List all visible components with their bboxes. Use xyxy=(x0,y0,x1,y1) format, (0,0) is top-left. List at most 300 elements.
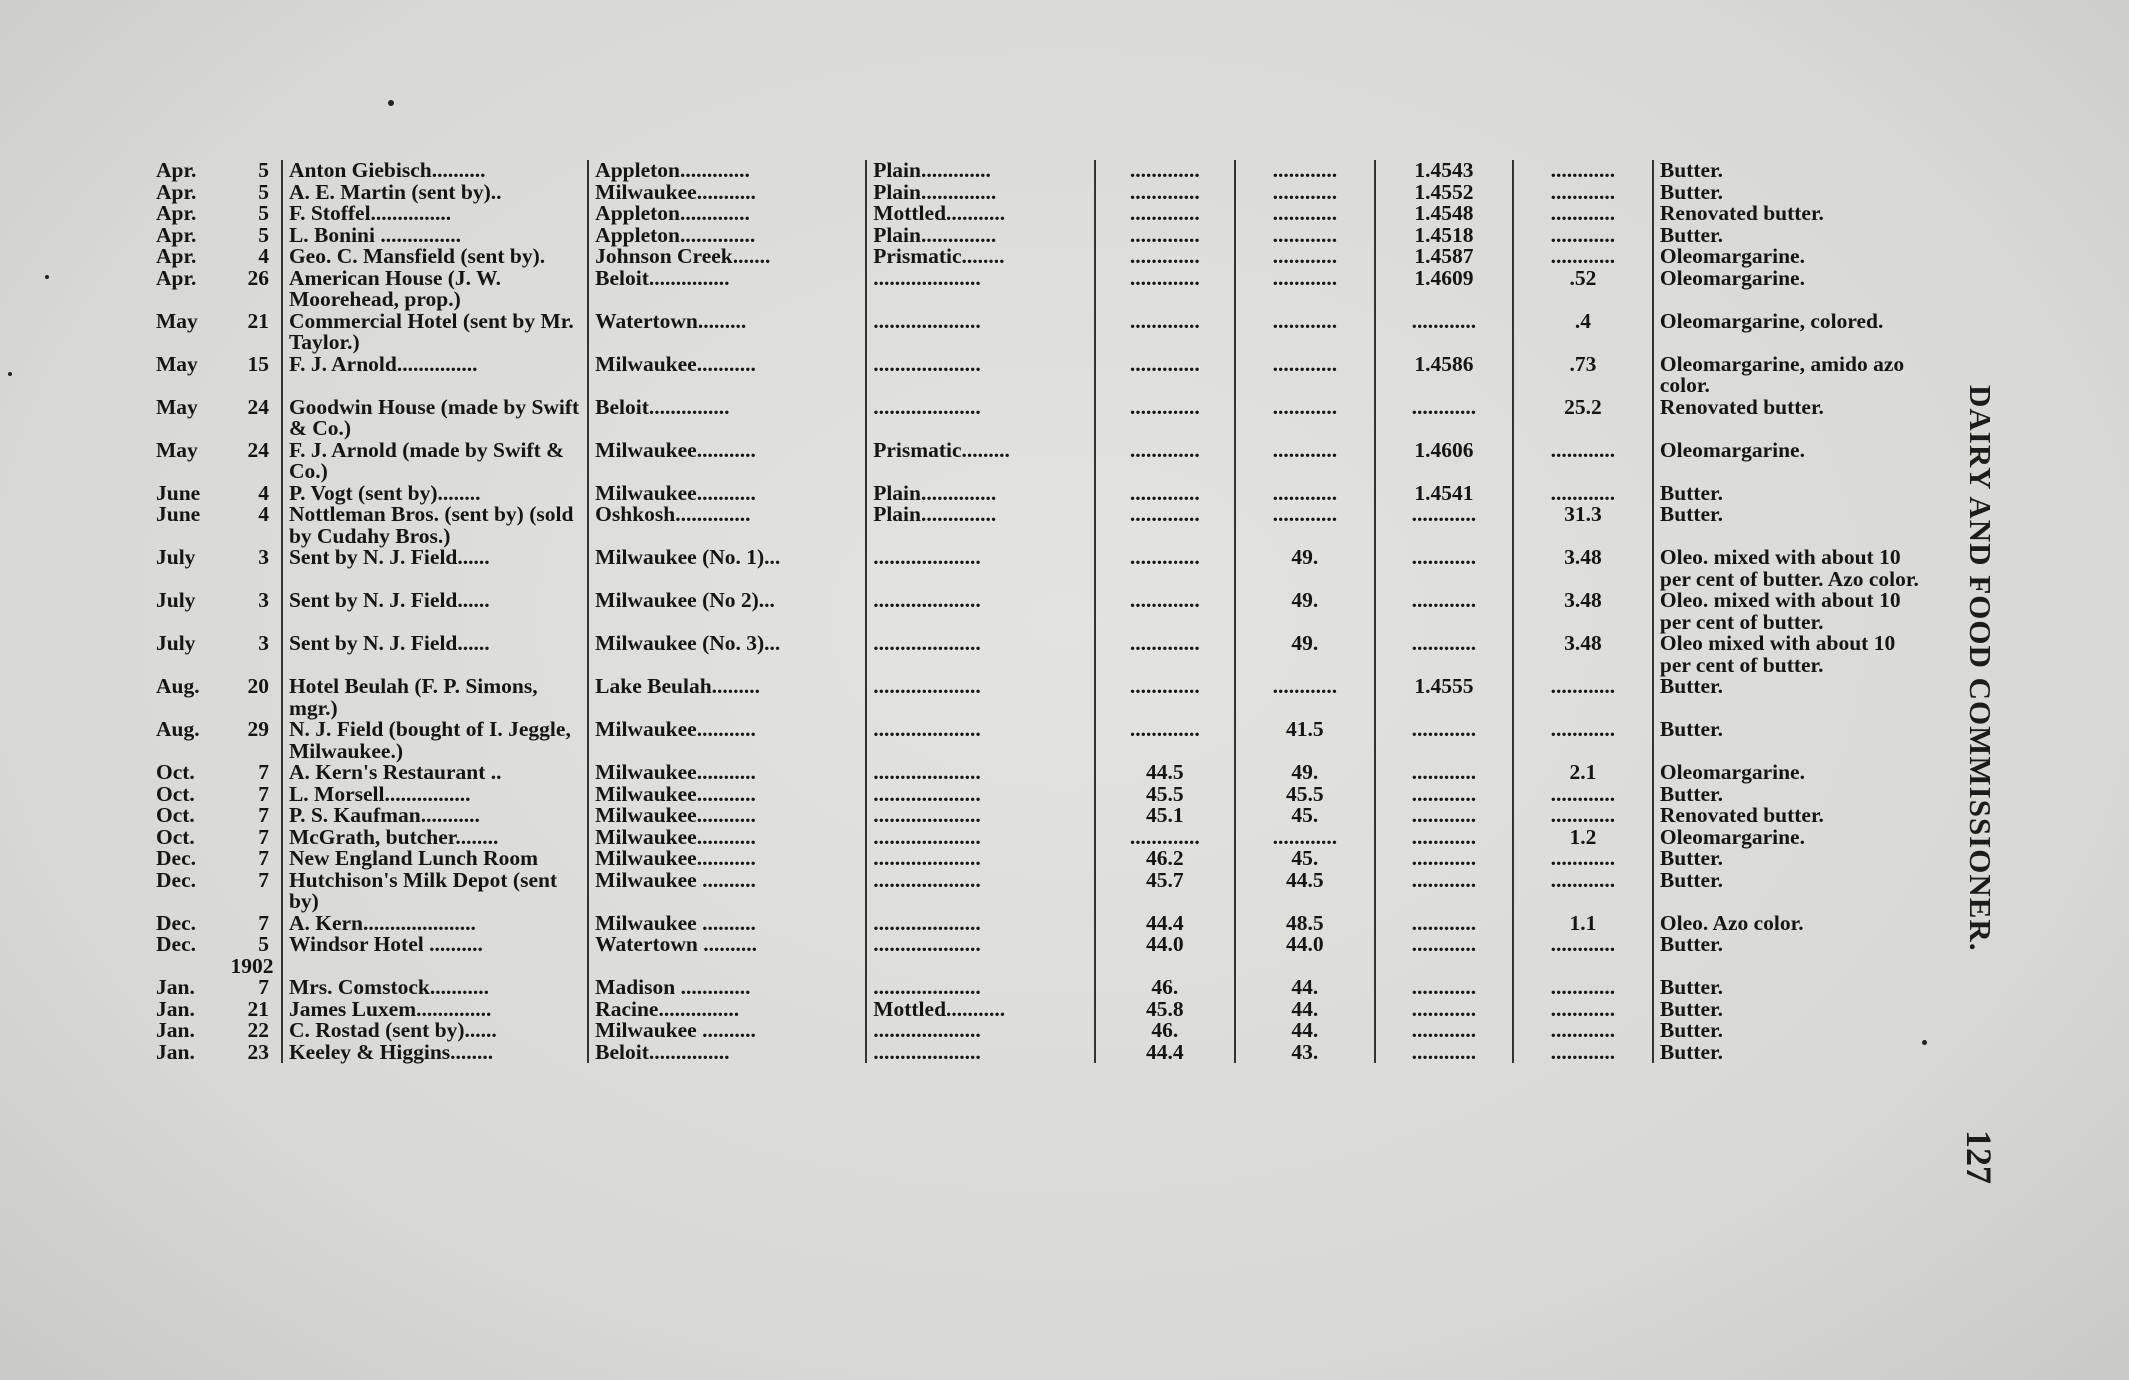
entry-value-3: ............ xyxy=(1375,848,1513,870)
entry-value-2: 44. xyxy=(1235,1020,1375,1042)
entry-day: 7 xyxy=(258,867,269,892)
table-row xyxy=(150,268,1930,311)
entry-month: Oct. xyxy=(156,803,195,827)
entry-value-1: ............. xyxy=(1095,676,1235,719)
table-row xyxy=(150,784,1930,806)
entry-value-4: 3.48 xyxy=(1513,633,1653,676)
entry-value-2: 45. xyxy=(1235,805,1375,827)
entry-value-3: 1.4587 xyxy=(1375,246,1513,268)
entry-value-1: ............. xyxy=(1095,633,1235,676)
entry-result: Butter. xyxy=(1653,182,1930,204)
entry-value-3: ............ xyxy=(1375,311,1513,354)
entry-result xyxy=(1653,956,1930,978)
entry-day: 7 xyxy=(258,975,269,999)
entry-value-3: ............ xyxy=(1375,547,1513,590)
entry-place: Appleton............. xyxy=(588,203,866,225)
entry-kind: .................... xyxy=(866,633,1095,676)
entry-kind: Prismatic........ xyxy=(866,246,1095,268)
entry-kind: .................... xyxy=(866,870,1095,913)
entry-place: Milwaukee........... xyxy=(588,440,866,483)
entry-value-3: ............ xyxy=(1375,719,1513,762)
entry-name: P. Vogt (sent by)........ xyxy=(282,483,588,505)
entry-value-1: 46. xyxy=(1095,1020,1235,1042)
entry-value-2 xyxy=(1235,956,1375,978)
entry-kind: .................... xyxy=(866,590,1095,633)
entry-day: 20 xyxy=(247,674,269,698)
entry-month: Jan. xyxy=(156,1018,195,1042)
entry-name: A. Kern's Restaurant .. xyxy=(282,762,588,784)
entry-kind: .................... xyxy=(866,784,1095,806)
entry-value-3: 1.4555 xyxy=(1375,676,1513,719)
entry-day: 7 xyxy=(258,824,269,849)
entry-name: L. Morsell................ xyxy=(282,784,588,806)
entry-value-1: ............. xyxy=(1095,397,1235,440)
table-row xyxy=(150,870,1930,913)
entry-result: Oleo. mixed with about 10 per cent of butter. Azo color. xyxy=(1653,547,1930,590)
entry-result: Oleomargarine. xyxy=(1653,268,1930,311)
entry-value-1: ............. xyxy=(1095,547,1235,590)
entry-place: Milwaukee (No. 1)... xyxy=(588,547,866,590)
entry-month: June xyxy=(156,502,201,526)
entry-value-3: 1.4518 xyxy=(1375,225,1513,247)
entry-value-2: 44.0 xyxy=(1235,934,1375,956)
entry-kind: .................... xyxy=(866,1020,1095,1042)
entry-value-2: ............ xyxy=(1235,268,1375,311)
entry-value-3: ............ xyxy=(1375,977,1513,999)
entry-value-4: ............ xyxy=(1513,1020,1653,1042)
entry-place: Beloit............... xyxy=(588,1042,866,1064)
entry-value-1: ............. xyxy=(1095,203,1235,225)
entry-value-3: ............ xyxy=(1375,805,1513,827)
entry-value-1: 44.4 xyxy=(1095,913,1235,935)
entry-place: Milwaukee........... xyxy=(588,182,866,204)
ink-speck xyxy=(8,372,12,376)
entry-value-2: 44. xyxy=(1235,999,1375,1021)
entry-value-2: 44. xyxy=(1235,977,1375,999)
ledger-body xyxy=(150,160,1930,1063)
entry-value-1: ............. xyxy=(1095,719,1235,762)
entry-value-4: ............ xyxy=(1513,784,1653,806)
entry-value-1: ............. xyxy=(1095,246,1235,268)
entry-value-2: 43. xyxy=(1235,1042,1375,1064)
entry-result: Butter. xyxy=(1653,676,1930,719)
entry-kind: .................... xyxy=(866,762,1095,784)
table-row xyxy=(150,246,1930,268)
entry-place: Madison ............. xyxy=(588,977,866,999)
entry-kind: .................... xyxy=(866,805,1095,827)
entry-place: Appleton............. xyxy=(588,160,866,182)
entry-value-2: 45.5 xyxy=(1235,784,1375,806)
entry-month: Apr. xyxy=(156,244,197,268)
entry-result: Butter. xyxy=(1653,999,1930,1021)
entry-value-1: 45.1 xyxy=(1095,805,1235,827)
entry-value-1: ............. xyxy=(1095,354,1235,397)
entry-value-2: ............ xyxy=(1235,203,1375,225)
entry-place: Beloit............... xyxy=(588,397,866,440)
entry-value-3: 1.4541 xyxy=(1375,483,1513,505)
table-row xyxy=(150,160,1930,182)
entry-result: Butter. xyxy=(1653,160,1930,182)
entry-value-4: .4 xyxy=(1513,311,1653,354)
entry-place: Milwaukee (No. 3)... xyxy=(588,633,866,676)
entry-value-4: 2.1 xyxy=(1513,762,1653,784)
entry-day: 4 xyxy=(258,502,269,526)
entry-place: Oshkosh.............. xyxy=(588,504,866,547)
entry-value-2: ............ xyxy=(1235,225,1375,247)
entry-day: 29 xyxy=(247,717,269,741)
entry-value-3: ............ xyxy=(1375,827,1513,849)
entry-name: A. E. Martin (sent by).. xyxy=(282,182,588,204)
entry-kind xyxy=(866,956,1095,978)
entry-value-1: 46. xyxy=(1095,977,1235,999)
entry-name: N. J. Field (bought of I. Jeggle, Milwaukee.) xyxy=(282,719,588,762)
entry-place: Watertown .......... xyxy=(588,934,866,956)
entry-day: 26 xyxy=(247,265,269,290)
table-row xyxy=(150,440,1930,483)
entry-value-1: ............. xyxy=(1095,311,1235,354)
entry-result: Oleomargarine. xyxy=(1653,827,1930,849)
table-row xyxy=(150,547,1930,590)
entry-place: Milwaukee........... xyxy=(588,848,866,870)
table-row xyxy=(150,225,1930,247)
entry-value-2: 49. xyxy=(1235,547,1375,590)
entry-kind: .................... xyxy=(866,848,1095,870)
entry-value-4: .52 xyxy=(1513,268,1653,311)
entry-place: Milwaukee (No 2)... xyxy=(588,590,866,633)
entry-value-4: ............ xyxy=(1513,440,1653,483)
entry-result: Oleo. Azo color. xyxy=(1653,913,1930,935)
entry-value-4: ............ xyxy=(1513,719,1653,762)
entry-value-3: ............ xyxy=(1375,784,1513,806)
entry-day: 24 xyxy=(247,394,269,419)
ink-speck xyxy=(388,100,394,106)
table-row xyxy=(150,1020,1930,1042)
entry-kind: Prismatic......... xyxy=(866,440,1095,483)
table-row xyxy=(150,848,1930,870)
entry-name: Anton Giebisch.......... xyxy=(282,160,588,182)
entry-day: 7 xyxy=(258,910,269,935)
entry-place: Racine............... xyxy=(588,999,866,1021)
entry-kind: .................... xyxy=(866,827,1095,849)
entry-month: July xyxy=(156,588,196,612)
entry-name: Sent by N. J. Field...... xyxy=(282,633,588,676)
entry-value-4 xyxy=(1513,956,1653,978)
entry-value-3: 1.4609 xyxy=(1375,268,1513,311)
entry-month: Apr. xyxy=(156,265,197,290)
entry-result: Butter. xyxy=(1653,870,1930,913)
entry-month: Aug. xyxy=(156,674,200,698)
entry-value-3: ............ xyxy=(1375,1020,1513,1042)
entry-month: Dec. xyxy=(156,867,196,892)
entry-month xyxy=(150,956,225,978)
entry-kind: Mottled........... xyxy=(866,999,1095,1021)
entry-name xyxy=(282,956,588,978)
entry-name: Hotel Beulah (F. P. Simons, mgr.) xyxy=(282,676,588,719)
entry-value-4: ............ xyxy=(1513,805,1653,827)
entry-day: 5 xyxy=(258,158,269,182)
entry-value-2: ............ xyxy=(1235,160,1375,182)
table-row xyxy=(150,1042,1930,1064)
entry-day: 24 xyxy=(247,437,269,462)
entry-month: Apr. xyxy=(156,201,197,225)
table-row xyxy=(150,999,1930,1021)
entry-value-4: ............ xyxy=(1513,977,1653,999)
entry-result: Oleomargarine, colored. xyxy=(1653,311,1930,354)
table-row xyxy=(150,934,1930,956)
entry-result: Oleo. mixed with about 10 per cent of butter. xyxy=(1653,590,1930,633)
entry-month: Dec. xyxy=(156,910,196,935)
entry-month: Apr. xyxy=(156,158,197,182)
entry-value-1: 44.5 xyxy=(1095,762,1235,784)
entry-place: Appleton.............. xyxy=(588,225,866,247)
entry-name: Geo. C. Mansfield (sent by). xyxy=(282,246,588,268)
entry-result: Butter. xyxy=(1653,934,1930,956)
entry-kind: .................... xyxy=(866,1042,1095,1064)
entry-place: Milwaukee .......... xyxy=(588,870,866,913)
entry-kind: .................... xyxy=(866,719,1095,762)
table-row xyxy=(150,719,1930,762)
entry-month: Jan. xyxy=(156,1039,195,1064)
entry-name: American House (J. W. Moorehead, prop.) xyxy=(282,268,588,311)
entry-place: Milwaukee........... xyxy=(588,827,866,849)
entry-kind: .................... xyxy=(866,977,1095,999)
entry-value-4: ............ xyxy=(1513,160,1653,182)
entry-place: Beloit............... xyxy=(588,268,866,311)
entry-result: Oleomargarine. xyxy=(1653,440,1930,483)
entry-name: P. S. Kaufman........... xyxy=(282,805,588,827)
entry-value-3: 1.4606 xyxy=(1375,440,1513,483)
entry-place: Milwaukee........... xyxy=(588,719,866,762)
table-row xyxy=(150,762,1930,784)
entry-kind: .................... xyxy=(866,913,1095,935)
entry-value-2: 41.5 xyxy=(1235,719,1375,762)
entry-value-2: ............ xyxy=(1235,827,1375,849)
entry-month: Jan. xyxy=(156,975,195,999)
entry-value-4: 1.2 xyxy=(1513,827,1653,849)
entry-result: Butter. xyxy=(1653,225,1930,247)
entry-value-2: 45. xyxy=(1235,848,1375,870)
entry-name: F. Stoffel............... xyxy=(282,203,588,225)
entry-value-1: 45.5 xyxy=(1095,784,1235,806)
entry-name: Keeley & Higgins........ xyxy=(282,1042,588,1064)
entry-month: Oct. xyxy=(156,781,195,806)
entry-value-4: ............ xyxy=(1513,934,1653,956)
entry-value-1 xyxy=(1095,956,1235,978)
table-row xyxy=(150,590,1930,633)
entry-kind: Plain............. xyxy=(866,160,1095,182)
entry-month: Dec. xyxy=(156,932,196,956)
entry-value-4: ............ xyxy=(1513,203,1653,225)
entry-name: Sent by N. J. Field...... xyxy=(282,547,588,590)
entry-day: 1902 xyxy=(230,953,274,978)
entry-day: 4 xyxy=(258,480,269,505)
entry-name: A. Kern..................... xyxy=(282,913,588,935)
entry-value-4: ............ xyxy=(1513,848,1653,870)
entry-value-4: ............ xyxy=(1513,999,1653,1021)
entry-place: Milwaukee........... xyxy=(588,762,866,784)
entry-name: Goodwin House (made by Swift & Co.) xyxy=(282,397,588,440)
entry-result: Oleomargarine. xyxy=(1653,246,1930,268)
entry-value-3: ............ xyxy=(1375,590,1513,633)
entry-name: James Luxem.............. xyxy=(282,999,588,1021)
entry-kind: .................... xyxy=(866,676,1095,719)
table-row xyxy=(150,676,1930,719)
entry-value-2: ............ xyxy=(1235,354,1375,397)
entry-result: Butter. xyxy=(1653,483,1930,505)
entry-day: 5 xyxy=(258,222,269,247)
table-row xyxy=(150,397,1930,440)
entry-place: Lake Beulah......... xyxy=(588,676,866,719)
table-row xyxy=(150,633,1930,676)
entry-value-4: ............ xyxy=(1513,1042,1653,1064)
entry-kind: Plain.............. xyxy=(866,225,1095,247)
entry-day: 7 xyxy=(258,846,269,870)
entry-value-4: .73 xyxy=(1513,354,1653,397)
entry-month: July xyxy=(156,631,196,655)
entry-value-2: 48.5 xyxy=(1235,913,1375,935)
entry-name: Windsor Hotel .......... xyxy=(282,934,588,956)
entry-kind: .................... xyxy=(866,268,1095,311)
entry-month: Apr. xyxy=(156,179,197,204)
table-row xyxy=(150,311,1930,354)
entry-value-1: 46.2 xyxy=(1095,848,1235,870)
entry-day: 3 xyxy=(258,588,269,612)
entry-kind: .................... xyxy=(866,397,1095,440)
entry-place: Milwaukee........... xyxy=(588,805,866,827)
entry-result: Oleomargarine, amido azo color. xyxy=(1653,354,1930,397)
entry-month: May xyxy=(156,351,198,376)
entry-value-3: ............ xyxy=(1375,633,1513,676)
entry-name: McGrath, butcher........ xyxy=(282,827,588,849)
entry-value-1: ............. xyxy=(1095,182,1235,204)
entry-value-4: ............ xyxy=(1513,182,1653,204)
table-row xyxy=(150,354,1930,397)
entry-name: Mrs. Comstock........... xyxy=(282,977,588,999)
entry-place: Watertown......... xyxy=(588,311,866,354)
entry-value-3: ............ xyxy=(1375,934,1513,956)
entry-value-1: ............. xyxy=(1095,483,1235,505)
entry-month: Apr. xyxy=(156,222,197,247)
entry-name: Commercial Hotel (sent by Mr. Taylor.) xyxy=(282,311,588,354)
entry-value-4: ............ xyxy=(1513,870,1653,913)
entry-value-4: ............ xyxy=(1513,676,1653,719)
entry-value-3: 1.4543 xyxy=(1375,160,1513,182)
entry-result: Butter. xyxy=(1653,1020,1930,1042)
entry-day: 3 xyxy=(258,545,269,569)
entry-value-4: 3.48 xyxy=(1513,547,1653,590)
entry-value-2: 49. xyxy=(1235,590,1375,633)
entry-value-2: ............ xyxy=(1235,246,1375,268)
table-row xyxy=(150,504,1930,547)
entry-name: New England Lunch Room xyxy=(282,848,588,870)
entry-place: Milwaukee .......... xyxy=(588,1020,866,1042)
entry-result: Butter. xyxy=(1653,504,1930,547)
entry-kind: .................... xyxy=(866,934,1095,956)
entry-result: Oleo mixed with about 10 per cent of butter. xyxy=(1653,633,1930,676)
ink-speck xyxy=(45,275,49,279)
entry-value-1: 44.4 xyxy=(1095,1042,1235,1064)
entry-value-3: 1.4548 xyxy=(1375,203,1513,225)
entry-kind: .................... xyxy=(866,354,1095,397)
entry-value-2: ............ xyxy=(1235,397,1375,440)
entry-month: May xyxy=(156,437,198,462)
entry-name: Sent by N. J. Field...... xyxy=(282,590,588,633)
entry-value-2: 49. xyxy=(1235,762,1375,784)
entry-value-3: ............ xyxy=(1375,870,1513,913)
entry-day: 5 xyxy=(258,179,269,204)
entry-value-2: 49. xyxy=(1235,633,1375,676)
entry-value-3 xyxy=(1375,956,1513,978)
entry-result: Renovated butter. xyxy=(1653,397,1930,440)
entry-value-2: ............ xyxy=(1235,182,1375,204)
entry-value-1: 45.7 xyxy=(1095,870,1235,913)
entry-day: 7 xyxy=(258,781,269,806)
entry-kind: Mottled........... xyxy=(866,203,1095,225)
entry-value-1: ............. xyxy=(1095,268,1235,311)
entry-name: C. Rostad (sent by)...... xyxy=(282,1020,588,1042)
entry-day: 3 xyxy=(258,631,269,655)
entry-result: Butter. xyxy=(1653,848,1930,870)
entry-value-1: ............. xyxy=(1095,440,1235,483)
entry-value-4: ............ xyxy=(1513,225,1653,247)
entry-value-3: ............ xyxy=(1375,1042,1513,1064)
entry-value-4: 25.2 xyxy=(1513,397,1653,440)
entry-day: 4 xyxy=(258,244,269,268)
table-row xyxy=(150,203,1930,225)
entry-kind: .................... xyxy=(866,547,1095,590)
entry-month: Dec. xyxy=(156,846,196,870)
entry-day: 7 xyxy=(258,803,269,827)
entry-name: F. J. Arnold............... xyxy=(282,354,588,397)
entry-kind: Plain.............. xyxy=(866,182,1095,204)
entry-day: 5 xyxy=(258,932,269,956)
entry-place: Johnson Creek....... xyxy=(588,246,866,268)
entry-value-1: ............. xyxy=(1095,160,1235,182)
entry-value-3: ............ xyxy=(1375,504,1513,547)
entry-place: Milwaukee .......... xyxy=(588,913,866,935)
entry-place: Milwaukee........... xyxy=(588,354,866,397)
entry-result: Renovated butter. xyxy=(1653,805,1930,827)
entry-name: Hutchison's Milk Depot (sent by) xyxy=(282,870,588,913)
table-row xyxy=(150,827,1930,849)
entry-value-2: ............ xyxy=(1235,311,1375,354)
entry-month: May xyxy=(156,394,198,419)
entry-place: Milwaukee........... xyxy=(588,483,866,505)
entry-value-2: ............ xyxy=(1235,676,1375,719)
entry-result: Butter. xyxy=(1653,784,1930,806)
table-row xyxy=(150,182,1930,204)
entry-value-1: ............. xyxy=(1095,827,1235,849)
table-row xyxy=(150,805,1930,827)
entry-value-2: ............ xyxy=(1235,504,1375,547)
entry-kind: .................... xyxy=(866,311,1095,354)
entry-result: Butter. xyxy=(1653,1042,1930,1064)
entry-month: May xyxy=(156,308,198,333)
entry-result: Renovated butter. xyxy=(1653,203,1930,225)
table-row xyxy=(150,956,1930,978)
entry-month: June xyxy=(156,480,201,505)
entry-value-1: ............. xyxy=(1095,225,1235,247)
entry-day: 21 xyxy=(247,996,269,1021)
entry-month: Oct. xyxy=(156,760,195,784)
entry-value-1: 44.0 xyxy=(1095,934,1235,956)
entry-value-2: 44.5 xyxy=(1235,870,1375,913)
table-row xyxy=(150,977,1930,999)
entry-value-4: ............ xyxy=(1513,483,1653,505)
entry-day: 7 xyxy=(258,760,269,784)
entry-value-1: 45.8 xyxy=(1095,999,1235,1021)
page-number: 127 xyxy=(1959,1130,1999,1184)
